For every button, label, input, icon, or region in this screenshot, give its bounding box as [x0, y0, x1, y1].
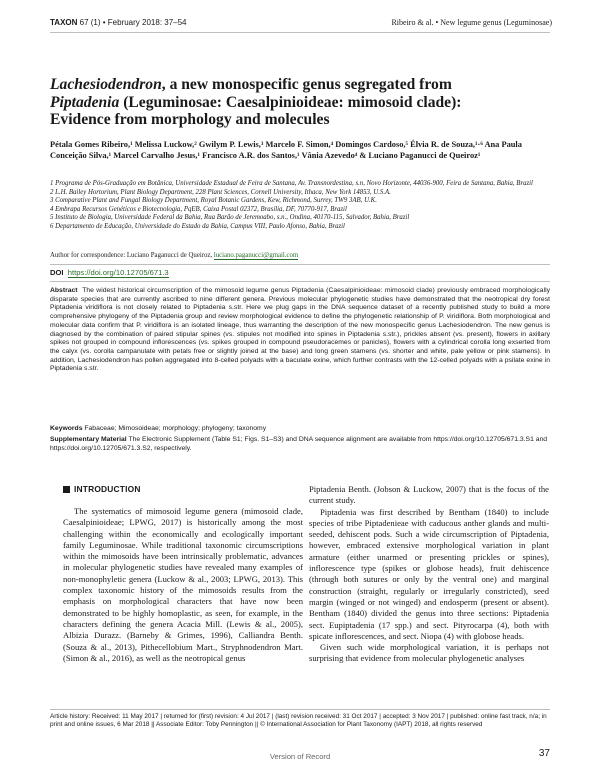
supplementary-label: Supplementary Material — [50, 436, 127, 443]
article-title — [50, 76, 520, 129]
running-header-journal — [50, 18, 187, 28]
section-heading-introduction: INTRODUCTION — [74, 484, 141, 494]
abstract-label: Abstract — [50, 287, 78, 294]
doi-line — [50, 268, 169, 278]
affiliation-item: 1 Programa de Pós-Graduação em Botânica, Universidade Estadual de Feira de Santana, Av. Transnordestina, s.n, Novo Horizonte, 44036-900, Feira de Santana, Bahia, Brazil — [50, 180, 533, 187]
header-rule — [50, 32, 550, 33]
journal-name: TAXON — [50, 18, 78, 27]
affiliation-item: 4 Embrapa Recursos Genéticos e Biotecnologia, PqEB, Caixa Postal 02372, Brasília, DF, 70770-917, Brazil — [50, 205, 347, 213]
title-genus: Lachesiodendron — [50, 76, 162, 93]
title-genus2: Piptadenia — [50, 93, 120, 111]
history-rule — [50, 709, 550, 710]
doi-rule-top — [50, 264, 550, 265]
affiliation-item: 6 Departamento de Educação, Universidade do Estado da Bahia, Campus VIII, Paulo Afonso, Bahia, Brazil — [50, 222, 345, 230]
keywords — [50, 424, 550, 433]
doi-rule-bottom — [50, 281, 550, 282]
author-list: Pétala Gomes Ribeiro,¹ Melissa Luckow,² Gwilym P. Lewis,³ Marcelo F. Simon,⁴ Domingos Cardoso,⁵ Élvia R. de Souza,¹·⁶ Ana Paula Conceição Silva,¹ Marcel Carvalho Jesus,¹ Francisco A.R. dos Santos,¹ Vânia Azevedo⁴ & Luciano Paganucci de Queiroz¹ — [50, 140, 522, 160]
journal-issue: 67 (1) • February 2018: 37–54 — [79, 18, 187, 27]
section-bullet-icon — [63, 486, 70, 493]
affiliation-item: 5 Instituto de Biologia, Universidade Federal da Bahia, Rua Barão de Jeremoabo, s.n., Ondina, 40170-115, Salvador, Bahia, Brazil — [50, 214, 410, 222]
corresponding-label: Author for correspondence: Luciano Paganucci de Queiroz, — [50, 252, 214, 259]
keywords-text: Fabaceae; Mimosoideae; morphology; phylogeny; taxonomy — [82, 425, 267, 432]
corresponding-author — [50, 251, 550, 260]
doi-label: DOI — [50, 268, 64, 277]
running-header-article: Ribeiro & al. • New legume genus (Leguminosae) — [391, 18, 552, 27]
title-part1: , a new monospecific genus segregated from — [161, 76, 452, 93]
supplementary-material — [50, 436, 550, 454]
body-column-right — [309, 484, 549, 665]
page-number: 37 — [538, 748, 550, 759]
footer-version: Version of Record — [269, 752, 331, 761]
title-part2: (Leguminosae: Caesalpinioideae: mimosoid clade): Evidence from morphology and molecules — [50, 93, 462, 128]
body-column-left — [63, 506, 303, 664]
keywords-label: Keywords — [50, 425, 83, 432]
affiliation-item: 3 Comparative Plant and Fungal Biology Department, Royal Botanic Gardens, Kew, Richmond, Surrey, TW9 3AB, U.K. — [50, 197, 377, 205]
supplementary-text: The Electronic Supplement (Table S1; Figs. S1–S3) and DNA sequence alignment are available from https://doi.org/10.12705/671.3.S1 and https://doi.org/10.12705/671.3.S2, respectively. — [50, 436, 548, 452]
corresponding-email-link[interactable]: luciano.paganucci@gmail.com — [213, 252, 299, 259]
body-paragraph: The systematics of mimosoid legume genera (mimosoid clade, Caesalpinioideae; LPWG, 2017) is historically among the most challenging within the economically and ecologically important family Leguminosae. While traditional taxonomic circumscriptions within the mimosoids have been intrinsically problematic, advances in molecular phylogenetic studies have revealed many examples of non-monophyletic genera (Luckow & al., 2003; LPWG, 2013). This complex taxonomic history of the mimosoids results from the emphasis on morphological characters that have now been demonstrated to be highly homoplastic, as seen, for example, in the characters defining the genera Acacia Mill. (Lewis & al., 2005), Albizia Durazz. (Barneby & Grimes, 1996), Calliandra Benth. (Souza & al., 2013), Pithecellobium Mart., Stryphnodendron Mart. (Simon & al., 2016), as well as the neotropical genus — [63, 506, 303, 663]
affiliation-list — [50, 180, 550, 232]
body-paragraph: Given such wide morphological variation, it is perhaps not surprising that evidence from molecular phylogenetic analyses — [309, 642, 549, 664]
abstract — [50, 287, 550, 374]
abstract-text: The widest historical circumscription of the mimosoid legume genus Piptadenia (Caesalpinioideae: mimosoid clade) previously embraced morphologically disparate species that are currently ascribed to nine different genera. Previous molecular phylogenetic studies have demonstrated that the neotropical dry forest Piptadenia viridiflora is not closely related to Piptadenia s.str. Here we plug gaps in the DNA sequence dataset of a recently published study to build a more comprehensive phylogeny of the Piptadenia group and review morphological evidence to define the phylogenetic relationship of P. viridiflora. Both morphological and molecular data confirm that P. viridiflora is an isolated lineage, thus warranting the description of the new monospecific genus Lachesiodendron. The new genus is diagnosed by the combination of paired stipular spines (vs. stipules not modified into spines in Piptadenia s.str.), prickles absent (vs. present), flowers in axillary spikes not grouped in compound inflorescences (vs. spikes grouped in compound pseudoracemes or panicles), flowers with a cylindrical corolla long exserted from the calyx (vs. corolla campanulate with petals free or slightly joined at the base) and long green stamens (vs. shorter and white, pale yellow or pink stamens). In addition, Lachesiodendron has pollen aggregated into 8-celled polyads with a baculate exine, which further contrasts with the 12-celled polyads with a psilate exine in Piptadenia s.str. — [50, 287, 550, 373]
article-history: Article history: Received: 11 May 2017 | returned for (first) revision: 4 Jul 2017 | (last) revision received: 31 Oct 2017 | accepted: 3 Nov 2017 | published: online fast track, n/a; in print and online issues, 6 Mar 2018 || Associate Editor: Toby Pennington || © International Association for Plant Taxonomy (IAPT) 2018, all rights reserved — [50, 713, 547, 729]
affiliation-item: 2 L.H. Bailey Hortorium, Plant Biology Department, 228 Plant Sciences, Cornell University, Ithaca, New York 14853, U.S.A. — [50, 188, 391, 196]
doi-link[interactable]: https://doi.org/10.12705/671.3 — [67, 268, 169, 277]
body-paragraph: Piptadenia was first described by Bentham (1840) to include species of tribe Piptadenieae with caducous anther glands and multi-seeded, dehiscent pods. Such a wide circumscription of Piptadenia, however, embraced extensive morphological variation in plant armature (either unarmed or presenting prickles or spines), inflorescence type (spikes or globose heads), fruit dehiscence (through both sutures or only by the ventral one) and marginal construction (straight, regularly or irregularly constricted), seed margin (winged or not winged) and endosperm (present or absent). Bentham (1840) divided the genus into three sections: Piptadenia sect. Eupiptadenia (17 spp.) and sect. Pityrocarpa (4), both with spicate inflorescences, and sect. Niopa (4) with globose heads. — [309, 506, 549, 641]
body-paragraph: Piptadenia Benth. (Jobson & Luckow, 2007) that is the focus of the current study. — [309, 484, 549, 506]
